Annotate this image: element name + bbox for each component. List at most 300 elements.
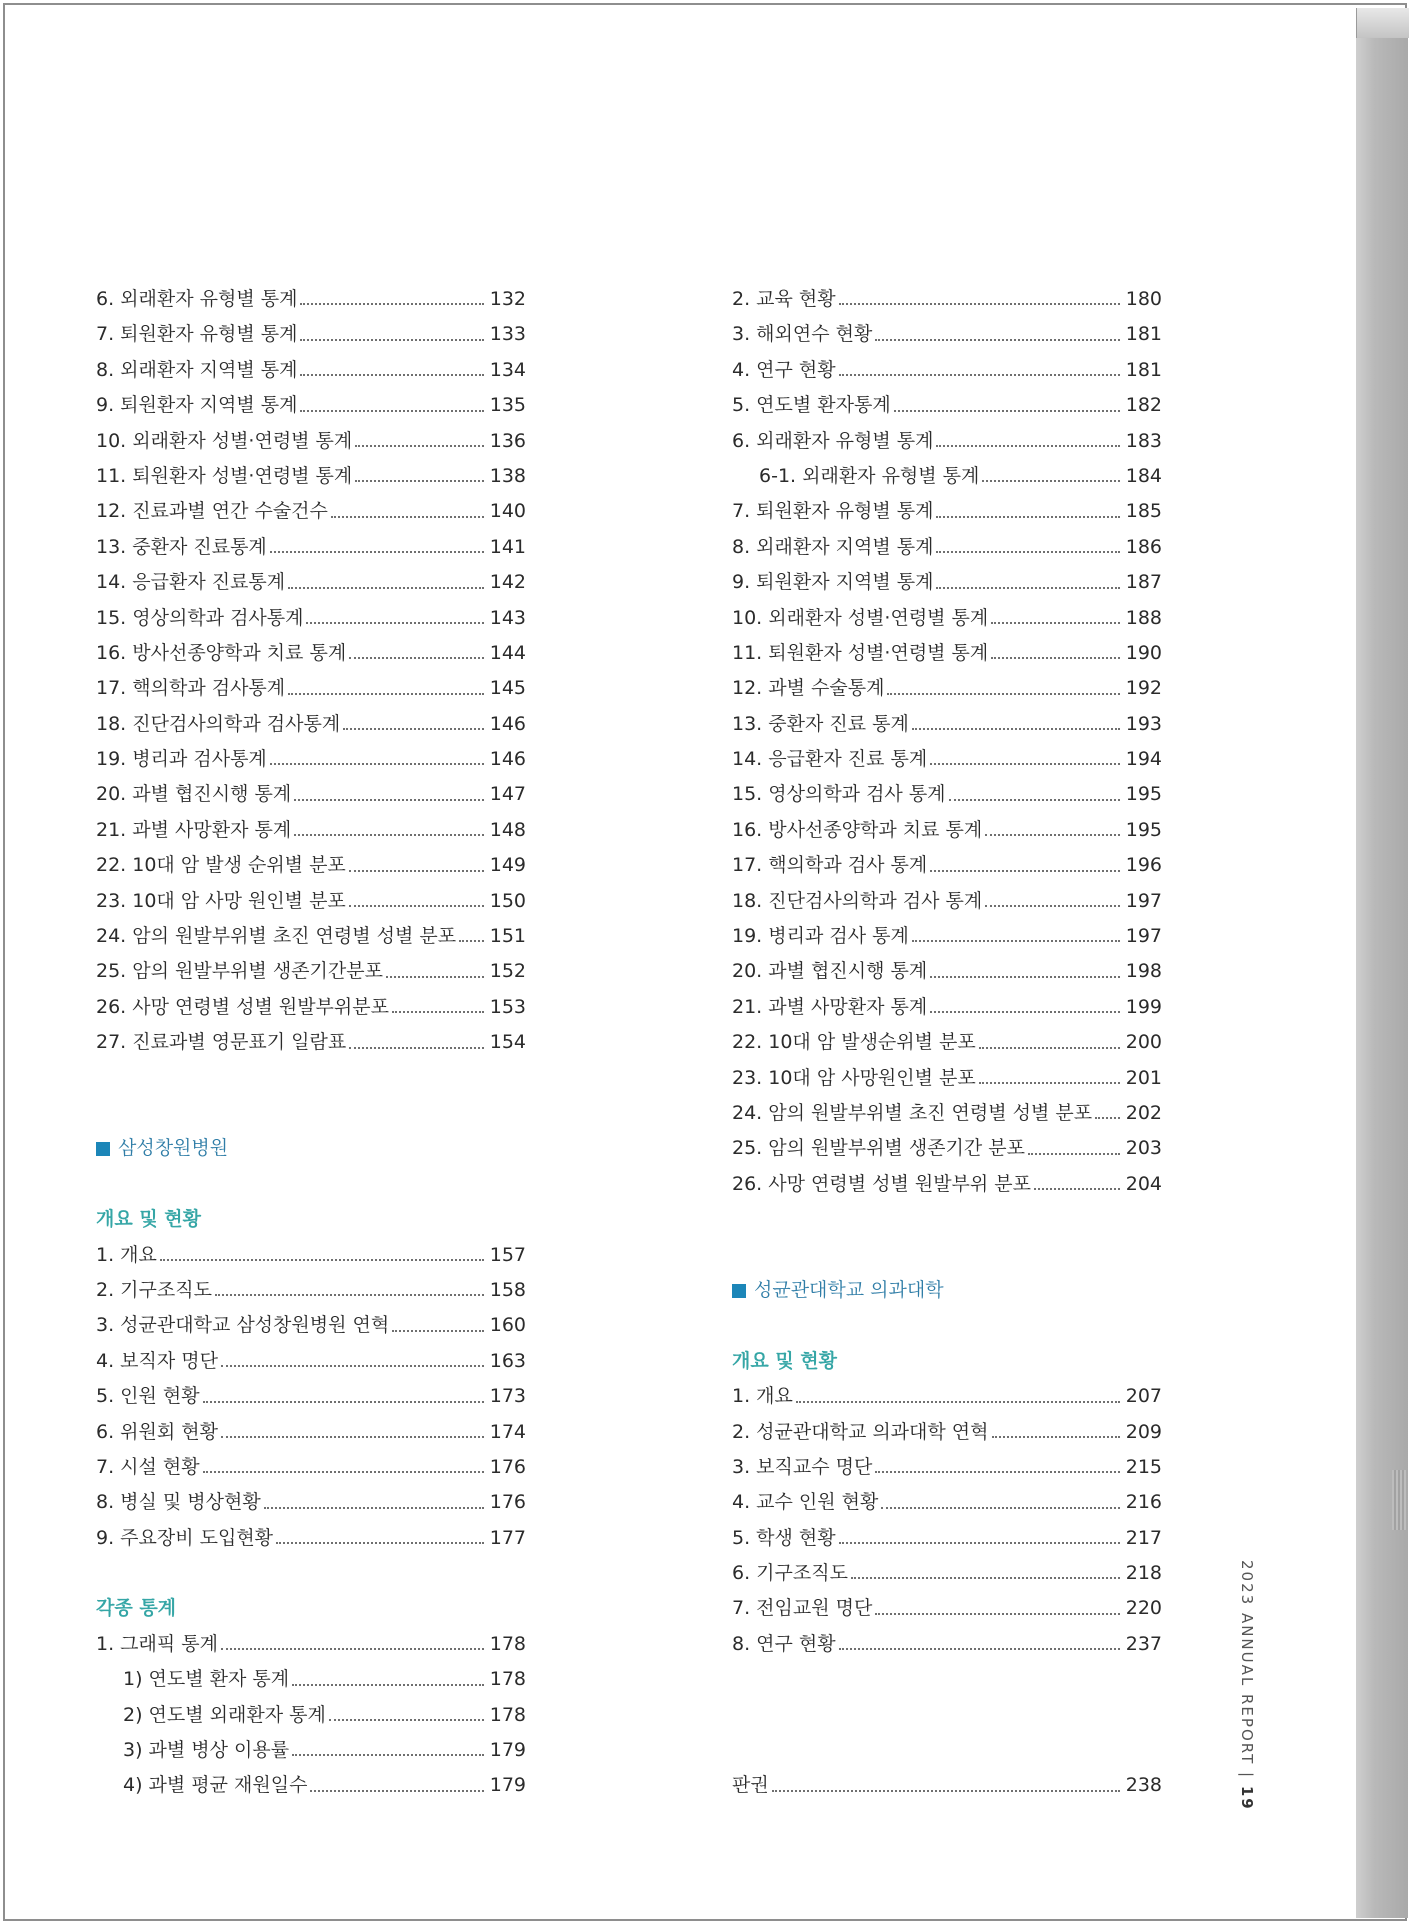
toc-entry[interactable]	[96, 1485, 526, 1520]
toc-entry-title: 27. 진료과별 영문표기 일람표	[96, 1031, 347, 1054]
toc-entry-title: 3. 해외연수 현황	[732, 323, 873, 346]
toc-entry-page: 180	[1125, 287, 1162, 310]
toc-entry[interactable]	[732, 1485, 1162, 1520]
toc-entry[interactable]	[96, 601, 526, 636]
dot-leader	[839, 302, 1120, 305]
toc-entry-page: 220	[1125, 1597, 1162, 1620]
toc-entry-title: 8. 병실 및 병상현황	[96, 1491, 261, 1514]
toc-entry[interactable]	[96, 954, 526, 989]
toc-entry-title: 15. 영상의학과 검사 통계	[732, 783, 946, 806]
toc-entry-page: 216	[1125, 1491, 1162, 1514]
dot-leader	[270, 762, 484, 765]
toc-entry-page: 199	[1125, 995, 1162, 1018]
page-corner-fold	[1356, 8, 1409, 38]
toc-entry[interactable]	[732, 1450, 1162, 1485]
toc-entry[interactable]	[96, 494, 526, 529]
toc-entry-page: 193	[1125, 712, 1162, 735]
toc-entry-page: 190	[1125, 641, 1162, 664]
toc-entry-page: 195	[1125, 818, 1162, 841]
toc-entry[interactable]	[732, 671, 1162, 706]
toc-entry-page: 179	[489, 1774, 526, 1797]
dot-leader	[300, 409, 483, 412]
toc-entry-page: 146	[489, 712, 526, 735]
toc-entry-page: 204	[1125, 1172, 1162, 1195]
dot-leader	[839, 1647, 1120, 1650]
toc-entry[interactable]	[96, 1238, 526, 1273]
dot-leader	[979, 1081, 1120, 1084]
toc-entry-page: 133	[489, 323, 526, 346]
toc-entry[interactable]	[96, 353, 526, 388]
toc-entry-title: 판권	[732, 1774, 769, 1797]
dot-leader	[912, 939, 1120, 942]
toc-entry-page: 201	[1125, 1066, 1162, 1089]
dot-leader	[203, 1470, 484, 1473]
toc-entry-page: 183	[1125, 429, 1162, 452]
toc-list-left-overview	[96, 1238, 526, 1557]
toc-entry-title: 1. 개요	[96, 1243, 157, 1266]
dot-leader	[796, 1400, 1120, 1403]
dot-leader	[875, 338, 1119, 341]
toc-entry-page: 182	[1125, 394, 1162, 417]
toc-entry-page: 181	[1125, 323, 1162, 346]
toc-entry-page: 200	[1125, 1031, 1162, 1054]
dot-leader	[288, 586, 484, 589]
toc-list-left-a	[96, 282, 526, 1061]
dot-leader	[355, 444, 483, 447]
toc-entry-title: 18. 진단검사의학과 검사 통계	[732, 889, 983, 912]
toc-entry[interactable]	[96, 282, 526, 317]
dot-leader	[894, 409, 1120, 412]
toc-entry[interactable]	[732, 353, 1162, 388]
toc-entry[interactable]	[96, 742, 526, 777]
dot-leader	[276, 1541, 484, 1544]
toc-entry-page: 151	[489, 925, 526, 948]
toc-entry[interactable]	[96, 848, 526, 883]
toc-entry-title: 26. 사망 연령별 성별 원발부위 분포	[732, 1172, 1032, 1195]
dot-leader	[221, 1647, 484, 1650]
toc-entry[interactable]	[96, 317, 526, 352]
toc-list-right-overview	[732, 1379, 1162, 1662]
toc-entry-page: 195	[1125, 783, 1162, 806]
toc-list-right-a	[732, 282, 1162, 1202]
toc-entry-page: 197	[1125, 925, 1162, 948]
dot-leader	[300, 373, 483, 376]
toc-entry-page: 149	[489, 854, 526, 877]
toc-entry-page: 218	[1125, 1562, 1162, 1585]
toc-entry-page: 141	[489, 535, 526, 558]
dot-leader	[306, 621, 483, 624]
toc-entry-page: 147	[489, 783, 526, 806]
toc-entry[interactable]	[732, 1521, 1162, 1556]
toc-entry-title: 9. 퇴원환자 지역별 통계	[96, 394, 298, 417]
dot-leader	[930, 975, 1120, 978]
toc-entry[interactable]	[96, 1415, 526, 1450]
toc-entry[interactable]	[732, 1096, 1162, 1131]
toc-entry-title: 25. 암의 원발부위별 생존기간분포	[96, 960, 383, 983]
section-square-icon	[732, 1284, 746, 1298]
toc-entry[interactable]	[732, 884, 1162, 919]
toc-entry-title: 1) 연도별 환자 통계	[123, 1668, 290, 1691]
toc-entry-page: 197	[1125, 889, 1162, 912]
toc-entry-title: 23. 10대 암 사망원인별 분포	[732, 1066, 976, 1089]
dot-leader	[386, 975, 484, 978]
dot-leader	[912, 727, 1120, 730]
toc-entry-title: 20. 과별 협진시행 통계	[732, 960, 928, 983]
toc-entry-page: 140	[489, 500, 526, 523]
toc-entry[interactable]	[96, 1308, 526, 1343]
toc-entry-title: 12. 진료과별 연간 수술건수	[96, 500, 328, 523]
section-square-icon	[96, 1142, 110, 1156]
toc-entry-page: 209	[1125, 1420, 1162, 1443]
toc-entry[interactable]	[732, 565, 1162, 600]
toc-entry[interactable]	[96, 1768, 526, 1803]
section-heading-skku-medicine	[732, 1273, 1162, 1308]
toc-entry-title: 22. 10대 암 발생 순위별 분포	[96, 854, 346, 877]
toc-entry-title: 10. 외래환자 성별·연령별 통계	[96, 429, 353, 452]
toc-entry-title: 14. 응급환자 진료통계	[96, 571, 286, 594]
toc-entry[interactable]	[732, 459, 1162, 494]
toc-entry[interactable]	[96, 1273, 526, 1308]
dot-leader	[292, 1753, 484, 1756]
toc-entry-title: 18. 진단검사의학과 검사통계	[96, 712, 341, 735]
dot-leader	[459, 939, 484, 942]
toc-entry[interactable]	[732, 494, 1162, 529]
toc-entry[interactable]	[96, 636, 526, 671]
toc-entry-title: 6. 외래환자 유형별 통계	[732, 429, 934, 452]
toc-entry-page: 217	[1125, 1526, 1162, 1549]
toc-entry-page: 135	[489, 394, 526, 417]
dot-leader	[392, 1010, 484, 1013]
toc-entry[interactable]	[732, 1415, 1162, 1450]
toc-entry[interactable]	[96, 1698, 526, 1733]
dot-leader	[949, 798, 1120, 801]
dot-leader	[300, 302, 483, 305]
dot-leader	[329, 1718, 484, 1721]
dot-leader	[979, 1046, 1120, 1049]
toc-entry[interactable]	[732, 1591, 1162, 1626]
dot-leader	[221, 1364, 484, 1367]
dot-leader	[936, 550, 1119, 553]
dot-leader	[881, 1506, 1119, 1509]
toc-left-column	[96, 282, 526, 1804]
toc-entry[interactable]	[96, 424, 526, 459]
toc-entry[interactable]	[96, 565, 526, 600]
dot-leader	[839, 373, 1120, 376]
toc-entry[interactable]	[96, 1025, 526, 1060]
toc-entry[interactable]	[732, 707, 1162, 742]
toc-entry-page: 178	[489, 1703, 526, 1726]
toc-entry-page: 179	[489, 1739, 526, 1762]
toc-entry[interactable]	[732, 1131, 1162, 1166]
dot-leader	[991, 656, 1119, 659]
toc-entry-title: 24. 암의 원발부위별 초진 연령별 성별 분포	[732, 1101, 1093, 1124]
toc-entry[interactable]	[732, 1556, 1162, 1591]
dot-leader	[875, 1470, 1119, 1473]
toc-entry[interactable]	[732, 282, 1162, 317]
toc-entry[interactable]	[96, 671, 526, 706]
toc-entry-page: 134	[489, 358, 526, 381]
toc-entry-page: 173	[489, 1385, 526, 1408]
dot-leader	[992, 1435, 1120, 1438]
toc-entry-page: 132	[489, 287, 526, 310]
toc-entry-page: 178	[489, 1632, 526, 1655]
toc-entry-title: 1. 그래픽 통계	[96, 1632, 218, 1655]
toc-entry-title: 4. 보직자 명단	[96, 1349, 218, 1372]
toc-entry-title: 8. 외래환자 지역별 통계	[732, 535, 934, 558]
toc-entry[interactable]	[96, 388, 526, 423]
toc-entry-page: 177	[489, 1526, 526, 1549]
toc-entry[interactable]	[732, 742, 1162, 777]
toc-entry-title: 3. 성균관대학교 삼성창원병원 연혁	[96, 1314, 390, 1337]
toc-entry[interactable]	[732, 1167, 1162, 1202]
toc-entry-page: 145	[489, 677, 526, 700]
toc-entry-title: 17. 핵의학과 검사통계	[96, 677, 286, 700]
dot-leader	[930, 869, 1120, 872]
toc-entry-page: 138	[489, 464, 526, 487]
toc-entry[interactable]	[732, 530, 1162, 565]
toc-entry-title: 7. 퇴원환자 유형별 통계	[732, 500, 934, 523]
dot-leader	[985, 833, 1120, 836]
dot-leader	[294, 833, 484, 836]
toc-entry-page: 176	[489, 1455, 526, 1478]
toc-entry-title: 1. 개요	[732, 1385, 793, 1408]
dot-leader	[310, 1789, 483, 1792]
toc-entry-page: 207	[1125, 1385, 1162, 1408]
toc-entry-title: 6. 기구조직도	[732, 1562, 848, 1585]
subheading-overview: 개요 및 현황	[96, 1208, 201, 1231]
toc-entry-title: 14. 응급환자 진료 통계	[732, 748, 928, 771]
toc-entry-page: 215	[1125, 1455, 1162, 1478]
toc-entry-title: 6. 외래환자 유형별 통계	[96, 287, 298, 310]
page-stack-edge	[1356, 8, 1408, 1918]
toc-entry-title: 10. 외래환자 성별·연령별 통계	[732, 606, 989, 629]
page-number: 19	[1238, 1785, 1256, 1811]
toc-entry-title: 5. 학생 현황	[732, 1526, 836, 1549]
toc-entry-page: 202	[1125, 1101, 1162, 1124]
toc-entry-title: 16. 방사선종양학과 치료 통계	[96, 641, 347, 664]
side-running-footer	[1238, 1560, 1256, 1811]
toc-entry-title: 8. 외래환자 지역별 통계	[96, 358, 298, 381]
dot-leader	[772, 1789, 1120, 1792]
toc-entry[interactable]	[732, 848, 1162, 883]
toc-entry[interactable]	[96, 813, 526, 848]
toc-entry[interactable]	[732, 317, 1162, 352]
toc-entry[interactable]	[732, 636, 1162, 671]
toc-entry-page: 192	[1125, 677, 1162, 700]
dot-leader	[839, 1541, 1120, 1544]
toc-entry-page: 187	[1125, 571, 1162, 594]
toc-entry[interactable]	[96, 1627, 526, 1662]
dot-leader	[1028, 1152, 1120, 1155]
toc-entry-page: 181	[1125, 358, 1162, 381]
dot-leader	[264, 1506, 484, 1509]
toc-entry-title: 12. 과별 수술통계	[732, 677, 885, 700]
toc-entry-title: 13. 중환자 진료통계	[96, 535, 267, 558]
dot-leader	[203, 1400, 484, 1403]
toc-entry-page: 186	[1125, 535, 1162, 558]
toc-entry-title: 4. 연구 현황	[732, 358, 836, 381]
toc-entry-title: 25. 암의 원발부위별 생존기간 분포	[732, 1137, 1025, 1160]
toc-entry-title: 13. 중환자 진료 통계	[732, 712, 909, 735]
toc-entry-page: 136	[489, 429, 526, 452]
toc-entry[interactable]	[96, 777, 526, 812]
toc-entry[interactable]	[96, 1521, 526, 1556]
toc-entry[interactable]	[96, 1344, 526, 1379]
dot-leader	[349, 904, 484, 907]
toc-entry-title: 2. 성균관대학교 의과대학 연혁	[732, 1420, 989, 1443]
toc-entry-page: 154	[489, 1031, 526, 1054]
dot-leader	[982, 479, 1119, 482]
toc-entry-page: 143	[489, 606, 526, 629]
dot-leader	[270, 550, 484, 553]
toc-entry-page: 203	[1125, 1137, 1162, 1160]
toc-entry-title: 23. 10대 암 사망 원인별 분포	[96, 889, 346, 912]
toc-entry-page: 184	[1125, 464, 1162, 487]
dot-leader	[288, 692, 484, 695]
toc-entry-title: 21. 과별 사망환자 통계	[96, 818, 292, 841]
toc-entry-title: 16. 방사선종양학과 치료 통계	[732, 818, 983, 841]
toc-entry-page: 146	[489, 748, 526, 771]
dot-leader	[991, 621, 1119, 624]
dot-leader	[1095, 1116, 1120, 1119]
dot-leader	[930, 1010, 1120, 1013]
dot-leader	[936, 515, 1119, 518]
toc-entry-title: 15. 영상의학과 검사통계	[96, 606, 304, 629]
toc-entry[interactable]	[732, 1379, 1162, 1414]
toc-entry[interactable]	[732, 777, 1162, 812]
dot-leader	[349, 1046, 484, 1049]
dot-leader	[392, 1329, 484, 1332]
section-title: 삼성창원병원	[118, 1137, 229, 1160]
toc-entry-title: 20. 과별 협진시행 통계	[96, 783, 292, 806]
subheading-overview: 개요 및 현황	[732, 1349, 837, 1372]
toc-entry-title: 17. 핵의학과 검사 통계	[732, 854, 928, 877]
toc-entry-title: 5. 연도별 환자통계	[732, 394, 891, 417]
toc-entry-title: 3) 과별 병상 이용률	[123, 1739, 290, 1762]
toc-entry[interactable]	[732, 954, 1162, 989]
toc-entry-title: 9. 주요장비 도입현황	[96, 1526, 274, 1549]
toc-entry[interactable]	[96, 459, 526, 494]
dot-leader	[936, 586, 1119, 589]
dot-leader	[851, 1576, 1120, 1579]
dot-leader	[343, 727, 484, 730]
toc-entry[interactable]	[96, 884, 526, 919]
toc-entry[interactable]	[732, 388, 1162, 423]
toc-entry[interactable]	[732, 990, 1162, 1025]
toc-entry[interactable]	[732, 919, 1162, 954]
toc-entry-title: 3. 보직교수 명단	[732, 1455, 873, 1478]
toc-entry-page: 144	[489, 641, 526, 664]
toc-entry-title: 2. 교육 현황	[732, 287, 836, 310]
section-title: 성균관대학교 의과대학	[754, 1278, 944, 1301]
toc-entry-title: 7. 퇴원환자 유형별 통계	[96, 323, 298, 346]
dot-leader	[355, 479, 483, 482]
dot-leader	[221, 1435, 484, 1438]
section-heading-samsung-changwon	[96, 1131, 526, 1166]
toc-entry-title: 11. 퇴원환자 성별·연령별 통계	[96, 464, 353, 487]
toc-entry-page: 152	[489, 960, 526, 983]
toc-entry-page: 178	[489, 1668, 526, 1691]
toc-entry-title: 6. 위원회 현황	[96, 1420, 218, 1443]
toc-entry-colophon[interactable]	[732, 1768, 1162, 1803]
toc-entry-page: 157	[489, 1243, 526, 1266]
dot-leader	[349, 656, 484, 659]
toc-entry[interactable]	[732, 1627, 1162, 1662]
page-edge-lines	[1392, 1470, 1406, 1530]
toc-entry-title: 2) 연도별 외래환자 통계	[123, 1703, 326, 1726]
toc-entry[interactable]	[732, 601, 1162, 636]
dot-leader	[160, 1258, 484, 1261]
toc-entry-page: 196	[1125, 854, 1162, 877]
toc-entry-title: 11. 퇴원환자 성별·연령별 통계	[732, 641, 989, 664]
toc-entry-title: 2. 기구조직도	[96, 1278, 212, 1301]
toc-entry-page: 160	[489, 1314, 526, 1337]
dot-leader	[936, 444, 1119, 447]
toc-entry-page: 198	[1125, 960, 1162, 983]
toc-entry-page: 174	[489, 1420, 526, 1443]
toc-entry-title: 19. 병리과 검사 통계	[732, 925, 909, 948]
toc-entry[interactable]	[732, 1061, 1162, 1096]
toc-entry-page: 148	[489, 818, 526, 841]
dot-leader	[875, 1612, 1119, 1615]
toc-entry[interactable]	[732, 424, 1162, 459]
toc-entry-title: 26. 사망 연령별 성별 원발부위분포	[96, 995, 389, 1018]
toc-entry-page: 153	[489, 995, 526, 1018]
toc-entry[interactable]	[732, 1025, 1162, 1060]
dot-leader	[887, 692, 1119, 695]
toc-entry[interactable]	[96, 1450, 526, 1485]
toc-entry[interactable]	[96, 707, 526, 742]
dot-leader	[930, 762, 1120, 765]
toc-entry[interactable]	[732, 813, 1162, 848]
toc-entry[interactable]	[96, 530, 526, 565]
dot-leader	[294, 798, 484, 801]
toc-entry-title: 6-1. 외래환자 유형별 통계	[759, 464, 980, 487]
dot-leader	[1034, 1187, 1120, 1190]
toc-entry[interactable]	[96, 1379, 526, 1414]
toc-entry[interactable]	[96, 1662, 526, 1697]
toc-entry-title: 21. 과별 사망환자 통계	[732, 995, 928, 1018]
toc-entry-title: 7. 전임교원 명단	[732, 1597, 873, 1620]
toc-entry[interactable]	[96, 1733, 526, 1768]
toc-entry[interactable]	[96, 990, 526, 1025]
toc-entry-page: 237	[1125, 1632, 1162, 1655]
toc-entry-title: 22. 10대 암 발생순위별 분포	[732, 1031, 976, 1054]
toc-entry-page: 176	[489, 1491, 526, 1514]
dot-leader	[300, 338, 483, 341]
subheading-statistics: 각종 통계	[96, 1597, 177, 1620]
toc-entry-title: 5. 인원 현황	[96, 1385, 200, 1408]
toc-entry-page: 142	[489, 571, 526, 594]
toc-entry-title: 9. 퇴원환자 지역별 통계	[732, 571, 934, 594]
toc-list-left-stats	[96, 1627, 526, 1804]
dot-leader	[292, 1683, 484, 1686]
dot-leader	[331, 515, 484, 518]
toc-right-column	[732, 282, 1162, 1804]
toc-entry-page: 163	[489, 1349, 526, 1372]
toc-entry-page: 158	[489, 1278, 526, 1301]
toc-entry-page: 194	[1125, 748, 1162, 771]
toc-entry-page: 150	[489, 889, 526, 912]
toc-entry-page: 238	[1125, 1774, 1162, 1797]
dot-leader	[349, 869, 484, 872]
toc-entry[interactable]	[96, 919, 526, 954]
toc-entry-page: 185	[1125, 500, 1162, 523]
toc-entry-title: 24. 암의 원발부위별 초진 연령별 성별 분포	[96, 925, 457, 948]
toc-entry-title: 7. 시설 현황	[96, 1455, 200, 1478]
toc-entry-title: 4) 과별 평균 재원일수	[123, 1774, 308, 1797]
toc-entry-title: 8. 연구 현황	[732, 1632, 836, 1655]
